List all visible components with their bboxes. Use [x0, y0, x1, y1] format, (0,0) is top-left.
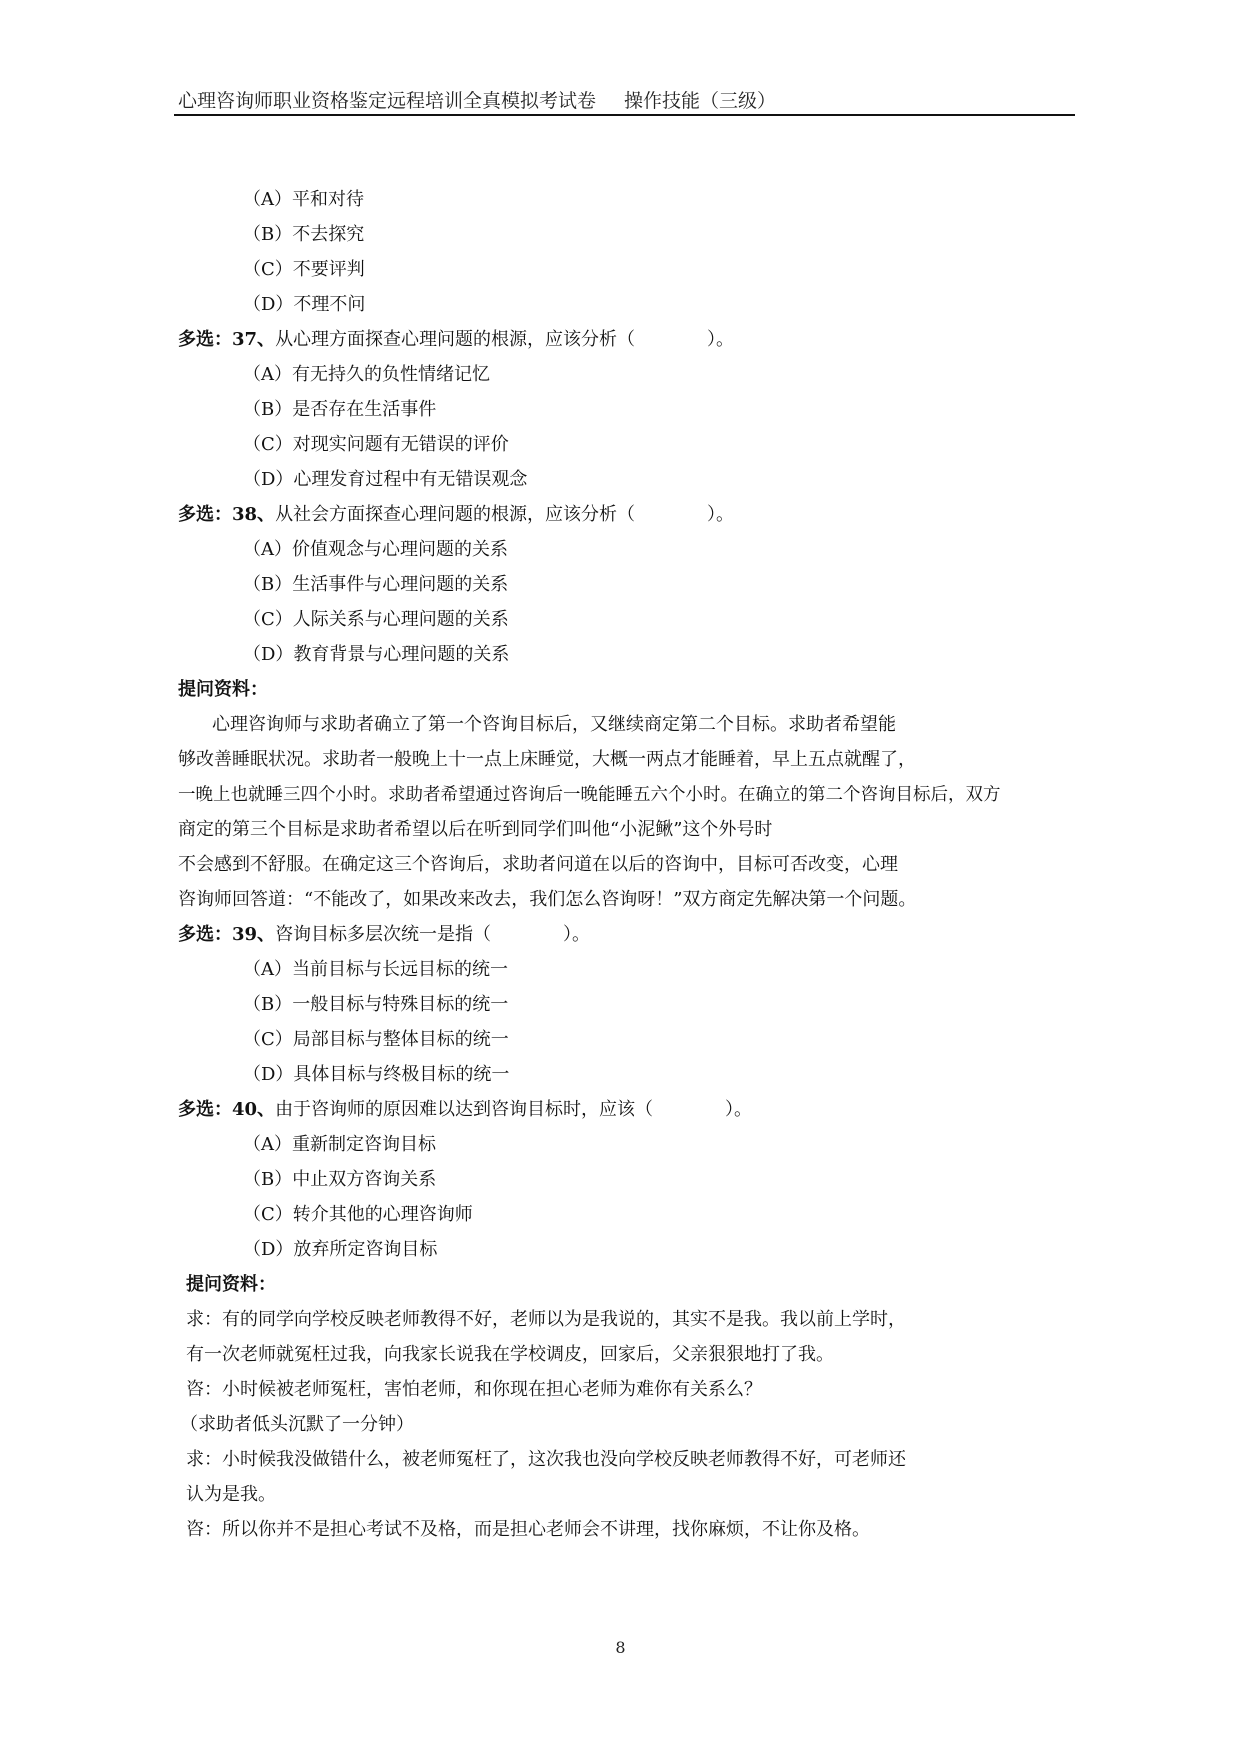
- page-header: [178, 86, 1071, 113]
- header-rule: [174, 114, 1075, 116]
- q40-option-b: （B）中止双方咨询关系: [243, 1169, 437, 1190]
- material-1-line: 心理咨询师与求助者确立了第一个咨询目标后，又继续商定第二个目标。求助者希望能: [212, 714, 896, 735]
- material-1-label: 提问资料：: [178, 679, 268, 700]
- q39-prefix: 多选：39、: [178, 924, 276, 945]
- question-37: [178, 328, 734, 352]
- q39-stem: 咨询目标多层次统一是指（ ）。: [275, 924, 591, 945]
- material-1-line: 咨询师回答道：“不能改了，如果改来改去，我们怎么咨询呀！”双方商定先解决第一个问题。: [178, 889, 917, 910]
- q40-prefix: 多选：40、: [178, 1099, 276, 1120]
- dialogue-line: 求：小时候我没做错什么，被老师冤枉了，这次我也没向学校反映老师教得不好，可老师还: [186, 1449, 906, 1470]
- q39-option-a: （A）当前目标与长远目标的统一: [243, 959, 508, 980]
- material-1-line: 不会感到不舒服。在确定这三个咨询后，求助者问道在以后的咨询中，目标可否改变，心理: [178, 854, 898, 875]
- material-1-line: 商定的第三个目标是求助者希望以后在听到同学们叫他“小泥鳅”这个外号时: [178, 819, 773, 840]
- q37-option-a: （A）有无持久的负性情绪记忆: [243, 364, 490, 385]
- q36-option-b: （B）不去探究: [243, 224, 365, 245]
- question-40: [178, 1098, 752, 1122]
- dialogue-line: 咨：小时候被老师冤枉，害怕老师，和你现在担心老师为难你有关系么？: [186, 1379, 762, 1400]
- dialogue-line: 认为是我。: [186, 1484, 276, 1505]
- q37-option-b: （B）是否存在生活事件: [243, 399, 437, 420]
- header-title: 心理咨询师职业资格鉴定远程培训全真模拟考试卷: [178, 90, 597, 112]
- page-number: 8: [615, 1638, 626, 1657]
- q37-option-d: （D）心理发育过程中有无错误观念: [243, 469, 528, 490]
- q39-option-b: （B）一般目标与特殊目标的统一: [243, 994, 509, 1015]
- q38-option-b: （B）生活事件与心理问题的关系: [243, 574, 509, 595]
- q38-option-c: （C）人际关系与心理问题的关系: [243, 609, 509, 630]
- header-subtitle: 操作技能（三级）: [624, 90, 777, 112]
- q40-option-d: （D）放弃所定咨询目标: [243, 1239, 438, 1260]
- q37-stem: 从心理方面探查心理问题的根源，应该分析（ ）。: [275, 329, 735, 350]
- q36-option-d: （D）不理不问: [243, 294, 366, 315]
- dialogue-line: 咨：所以你并不是担心考试不及格，而是担心老师会不讲理，找你麻烦，不让你及格。: [186, 1519, 870, 1540]
- dialogue-line: 有一次老师就冤枉过我，向我家长说我在学校调皮，回家后，父亲狠狠地打了我。: [186, 1344, 834, 1365]
- q38-prefix: 多选：38、: [178, 504, 276, 525]
- dialogue-line: 求：有的同学向学校反映老师教得不好，老师以为是我说的，其实不是我。我以前上学时，: [186, 1309, 906, 1330]
- q40-option-a: （A）重新制定咨询目标: [243, 1134, 436, 1155]
- q37-option-c: （C）对现实问题有无错误的评价: [243, 434, 509, 455]
- question-38: [178, 503, 734, 527]
- dialogue-line: （求助者低头沉默了一分钟）: [180, 1414, 414, 1435]
- q39-option-d: （D）具体目标与终极目标的统一: [243, 1064, 510, 1085]
- material-2-label: 提问资料：: [186, 1274, 276, 1295]
- q37-prefix: 多选：37、: [178, 329, 276, 350]
- q40-option-c: （C）转介其他的心理咨询师: [243, 1204, 473, 1225]
- q38-option-a: （A）价值观念与心理问题的关系: [243, 539, 508, 560]
- question-39: [178, 923, 590, 947]
- q36-option-a: （A）平和对待: [243, 189, 364, 210]
- q38-stem: 从社会方面探查心理问题的根源，应该分析（ ）。: [275, 504, 735, 525]
- q39-option-c: （C）局部目标与整体目标的统一: [243, 1029, 509, 1050]
- q36-option-c: （C）不要评判: [243, 259, 365, 280]
- material-1-line: 够改善睡眠状况。求助者一般晚上十一点上床睡觉，大概一两点才能睡着，早上五点就醒了，: [178, 749, 916, 770]
- q40-stem: 由于咨询师的原因难以达到咨询目标时，应该（ ）。: [275, 1099, 753, 1120]
- material-1-line: 一晚上也就睡三四个小时。求助者希望通过咨询后一晚能睡五六个小时。在确立的第二个咨询目标后，双方: [178, 785, 1001, 805]
- q38-option-d: （D）教育背景与心理问题的关系: [243, 644, 510, 665]
